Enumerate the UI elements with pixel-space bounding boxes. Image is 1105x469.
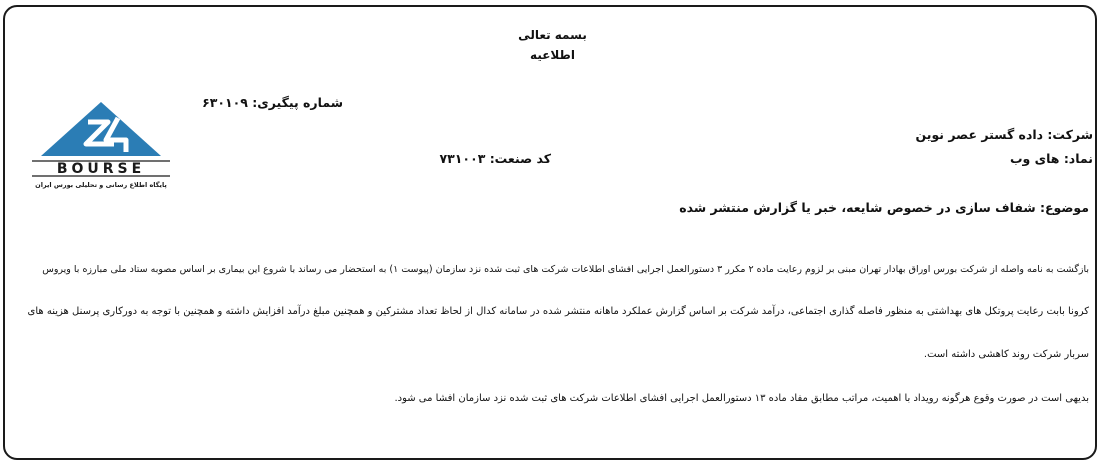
- bourse-logo: [26, 100, 176, 192]
- header-subtitle: اطلاعیه: [530, 48, 575, 62]
- tracking-value: ۶۳۰۱۰۹: [202, 95, 248, 110]
- subject-field: [679, 200, 1089, 215]
- subject-label: موضوع:: [1039, 200, 1089, 215]
- tracking-number: [202, 95, 343, 110]
- industry-value: ۷۳۱۰۰۳: [439, 151, 486, 166]
- symbol-label: نماد:: [1063, 151, 1093, 166]
- body-line-4: بدیهی است در صورت وقوع هرگونه رویداد با اهمیت، مراتب مطابق مفاد ماده ۱۳ دستورالعمل اجرایی افشای اطلاعات شرکت های ثبت شده نزد سازمان افشا می شود.: [394, 393, 1089, 404]
- body-line-1: بازگشت به نامه واصله از شرکت بورس اوراق بهادار تهران مبنی بر لزوم رعایت ماده ۲ مکرر ۳ دستورالعمل اجرایی افشای اطلاعات شرکت های ثبت شده نزد سازمان (پیوست ۱) به استحضار می رساند با شروع این بیماری بر اساس مصوبه ستاد ملی مبارزه با ویروس: [42, 264, 1089, 275]
- symbol-value: های وب: [1009, 151, 1060, 166]
- bourse-logo-mark: [26, 100, 176, 192]
- body-line-3: سربار شرکت روند کاهشی داشته است.: [923, 349, 1089, 360]
- industry-code-field: [440, 151, 551, 166]
- body-line-2: کرونا بابت رعایت پروتکل های بهداشتی به منظور فاصله گذاری اجتماعی، درآمد شرکت بر اساس گزارش عملکرد ماهانه منتشر شده در سامانه کدال از لحاظ تعداد مشترکین و همچنین مبلغ درآمد افزایش داشته و همچنین با توجه به دورکاری پرسنل هزینه های: [27, 306, 1089, 317]
- document-frame: [3, 5, 1097, 460]
- company-field: [916, 127, 1093, 142]
- industry-label: کد صنعت:: [489, 151, 551, 166]
- company-value: داده گستر عصر نوین: [915, 127, 1044, 142]
- logo-caption: پایگاه اطلاع رسانی و تحلیلی بورس ایران: [35, 181, 167, 189]
- symbol-field: [1010, 151, 1093, 166]
- logo-brand-text: BOURSE: [56, 161, 146, 177]
- company-label: شرکت:: [1047, 127, 1093, 142]
- header-title: بسمه تعالی: [518, 28, 587, 42]
- subject-value: شفاف سازی در خصوص شایعه، خبر یا گزارش منتشر شده: [679, 200, 1036, 215]
- tracking-label: شماره پیگیری:: [252, 95, 343, 110]
